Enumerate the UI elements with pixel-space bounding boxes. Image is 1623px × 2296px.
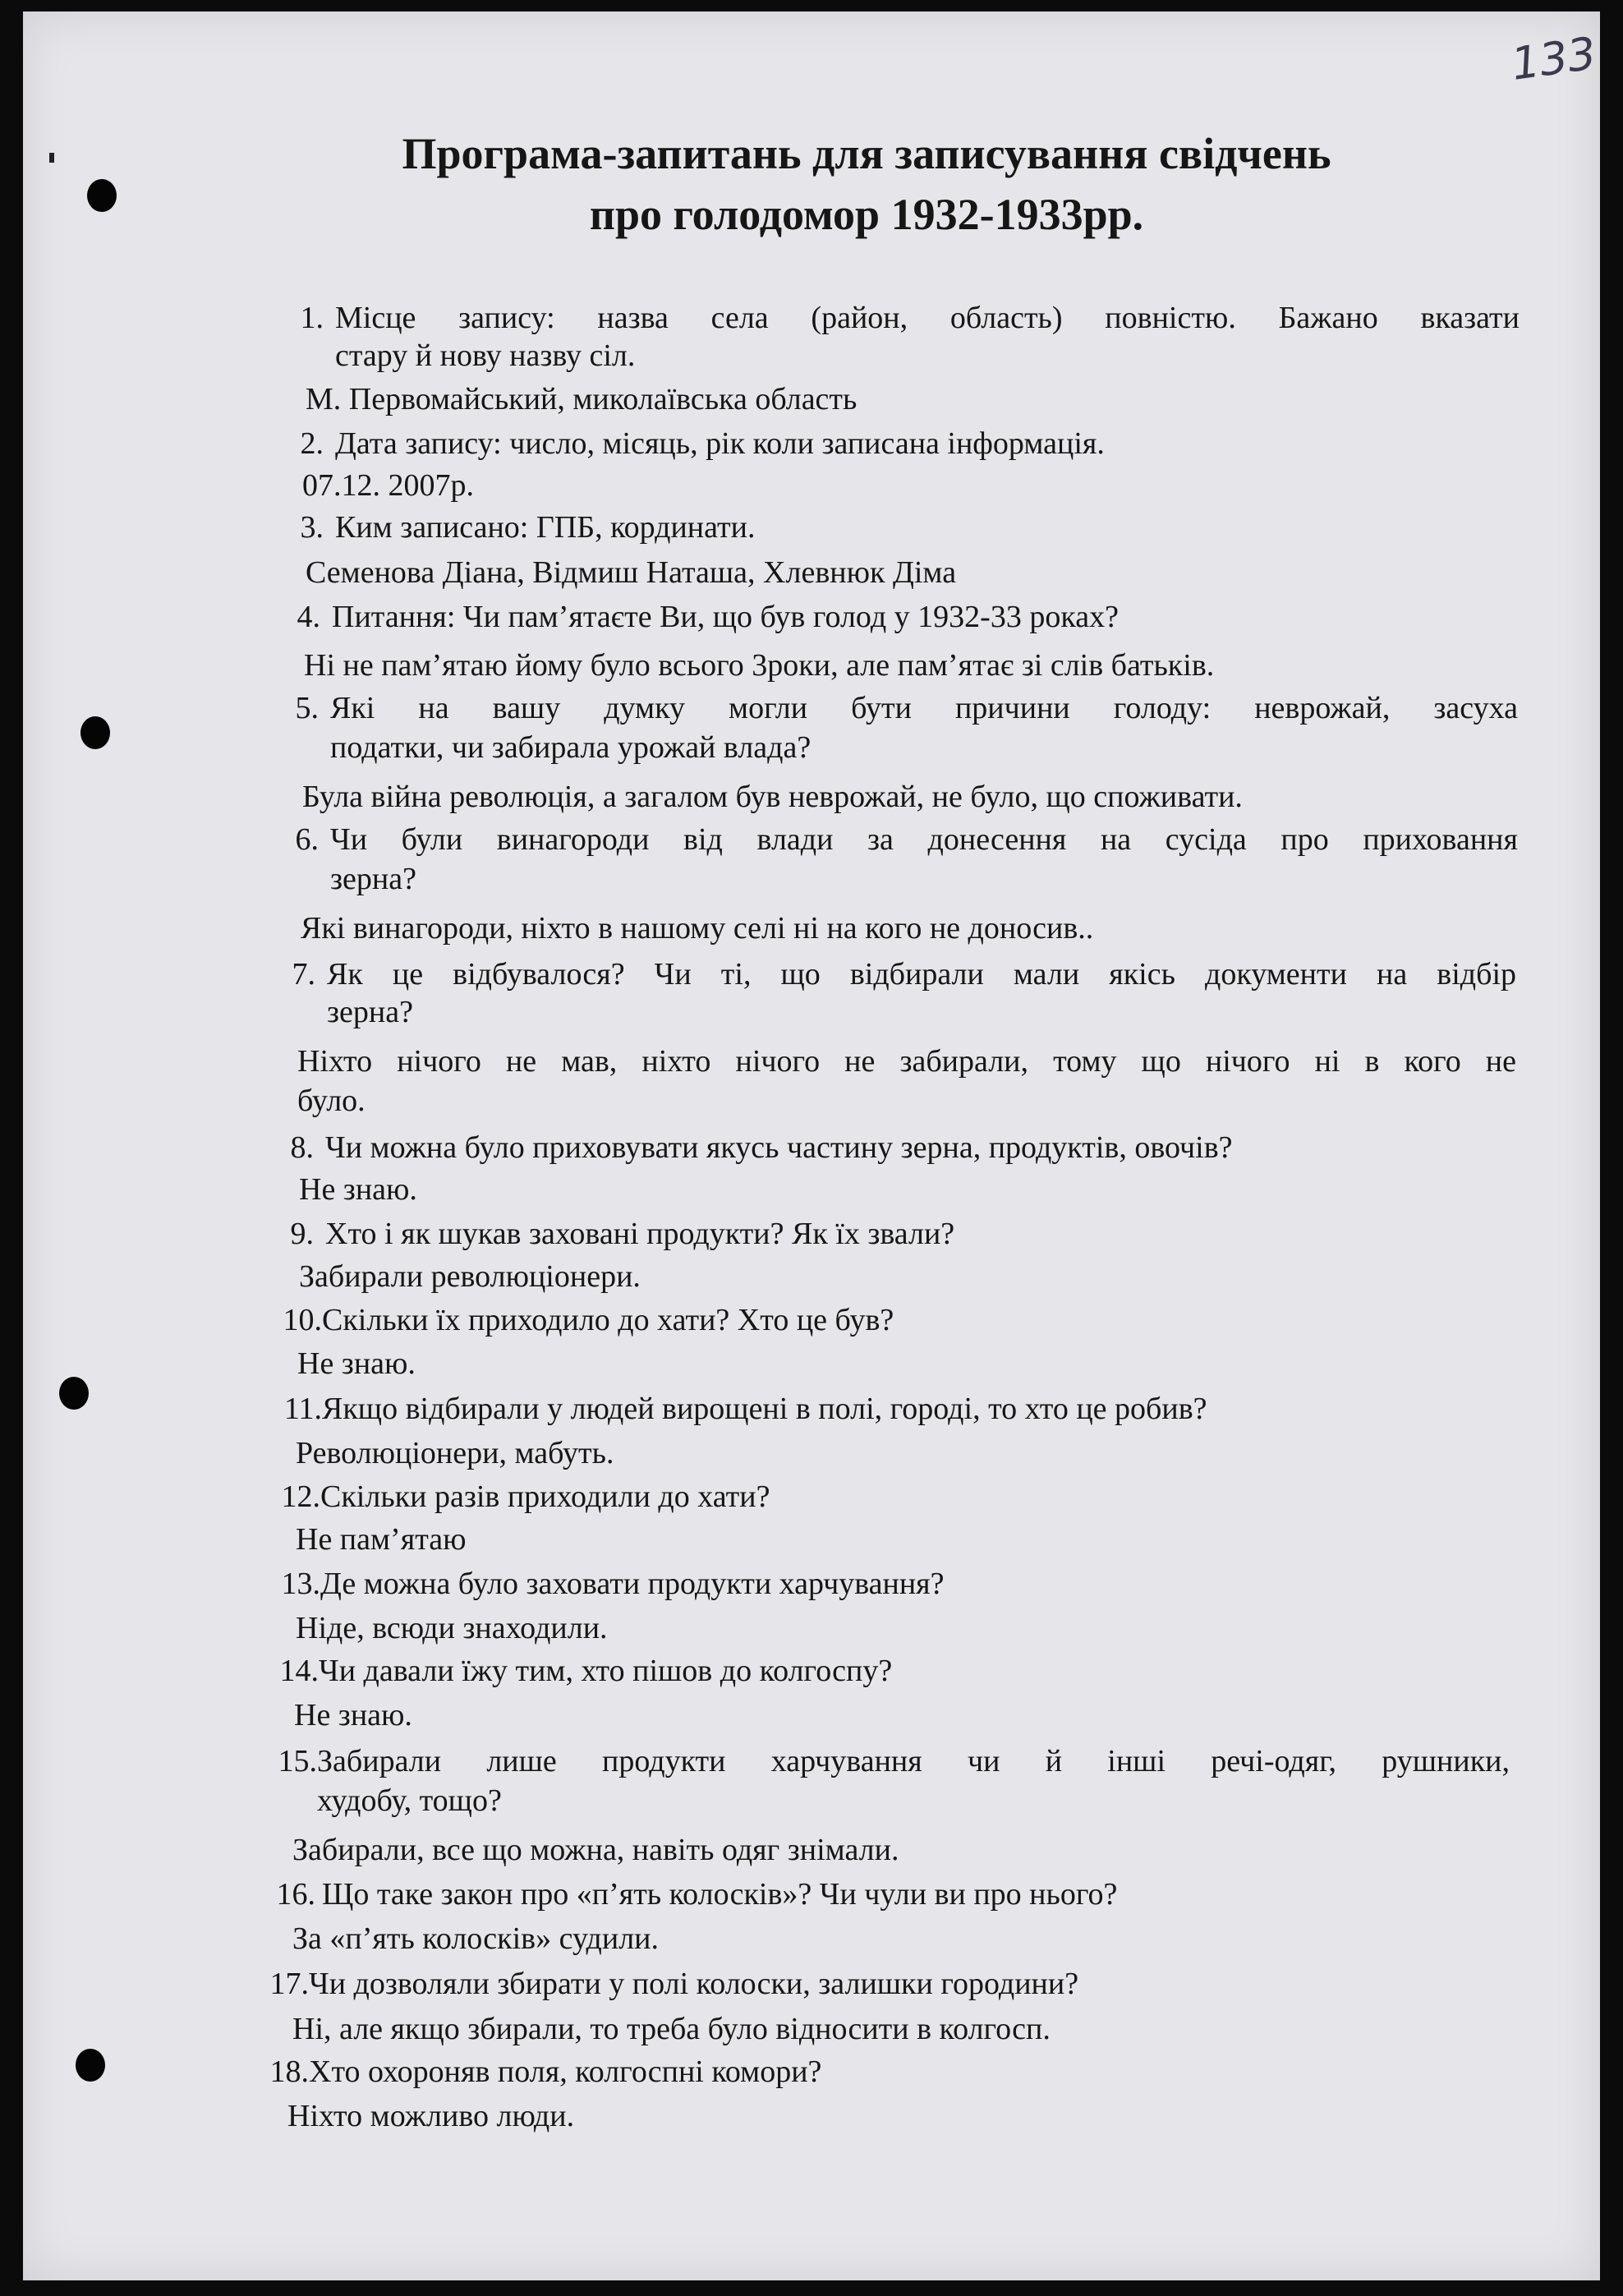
answer-9: Забирали революціонери. [299,1259,641,1294]
question-2-line-1: 2. Дата запису: число, місяць, рік коли записана інформація. [300,426,1105,461]
question-number: 1. [300,301,324,335]
question-number: 15. [278,1744,317,1778]
answer-11: Революціонери, мабуть. [296,1436,614,1470]
answer-7-line-2: було. [297,1084,366,1118]
answer-7-line-1: Ніхто нічого не мав, ніхто нічого не забирали, тому що нічого ні в кого не [297,1044,1516,1079]
question-1-line-1: 1. Місце запису: назва села (район, область) повністю. Бажано вказати [300,301,1520,335]
question-8-line-1: 8. Чи можна було приховувати якусь частину зерна, продуктів, овочів? [290,1130,1233,1165]
question-number: 8. [290,1130,314,1165]
question-13-line-1: 13. Де можна було заховати продукти харчування? [281,1567,945,1601]
question-3-line-1: 3. Ким записано: ГПБ, кординати. [300,510,756,545]
answer-6: Які винагороди, ніхто в нашому селі ні на кого не доносив.. [301,911,1094,946]
question-5-line-1: 5. Які на вашу думку могли бути причини голоду: неврожай, засуха [295,691,1518,725]
question-number: 18. [269,2054,309,2089]
question-number: 14. [279,1654,319,1688]
answer-8: Не знаю. [299,1172,417,1207]
question-17-line-1: 17. Чи дозволяли збирати у полі колоски, залишки городини? [269,1967,1079,2001]
question-number: 13. [281,1567,320,1601]
answer-1: М. Первомайський, миколаївська область [306,382,857,416]
question-number: 7. [292,957,315,992]
question-5-line-2: податки, чи забирала урожай влада? [330,730,812,765]
question-number: 11. [283,1392,322,1426]
page-number: 133 [1508,27,1599,90]
question-number: 2. [300,426,324,461]
answer-15: Забирали, все що можна, навіть одяг знімали. [292,1833,899,1867]
question-number: 17. [269,1967,309,2001]
answer-4: Ні не пам’ятаю йому було всього 3роки, але пам’ятає зі слів батьків. [304,648,1215,683]
question-number: 5. [295,691,319,725]
question-12-line-1: 12. Скільки разів приходили до хати? [281,1479,770,1514]
answer-2: 07.12. 2007р. [302,468,474,503]
question-number: 6. [295,822,319,857]
answer-18: Ніхто можливо люди. [287,2099,575,2133]
answer-14: Не знаю. [294,1698,412,1732]
answer-3: Семенова Діана, Відмиш Наташа, Хлевнюк Діма [306,555,957,590]
answer-12: Не пам’ятаю [296,1522,467,1557]
question-6-line-1: 6. Чи були винагороди від влади за донесення на сусіда про приховання [295,822,1518,857]
question-6-line-2: зерна? [330,862,416,896]
question-15-line-2: худобу, тощо? [317,1783,502,1818]
title-line-1: Програма-запитань для записування свідчень [402,129,1331,178]
question-4-line-1: 4. Питання: Чи пам’ятаєте Ви, що був голод у 1932-33 роках? [297,600,1119,634]
answer-10: Не знаю. [297,1346,416,1381]
question-18-line-1: 18. Хто охороняв поля, колгоспні комори? [269,2054,822,2089]
question-15-line-1: 15. Забирали лише продукти харчування чи й інші речі-одяг, рушники, [278,1744,1510,1778]
question-number: 9. [290,1217,314,1251]
question-number: 3. [300,510,324,545]
question-10-line-1: 10. Скільки їх приходило до хати? Хто це був? [283,1303,894,1337]
question-11-line-1: 11. Якщо відбирали у людей вирощені в полі, городі, то хто це робив? [283,1392,1207,1426]
question-number: 10. [283,1303,322,1337]
answer-5: Була війна революція, а загалом був неврожай, не було, що споживати. [302,780,1243,814]
question-number: 16. [276,1877,315,1912]
question-14-line-1: 14. Чи давали їжу тим, хто пішов до колгоспу? [279,1654,893,1688]
question-7-line-1: 7. Як це відбувалося? Чи ті, що відбирали мали якісь документи на відбір [292,957,1516,992]
answer-17: Ні, але якщо збирали, то треба було відносити в колгосп. [292,2012,1051,2046]
question-9-line-1: 9. Хто і як шукав заховані продукти? Як їх звали? [290,1217,955,1251]
question-number: 12. [281,1479,320,1514]
title-line-2: про голодомор 1932-1933рр. [589,190,1144,239]
question-number: 4. [297,600,320,634]
question-16-line-1: 16. Що таке закон про «п’ять колосків»? Чи чули ви про нього? [276,1877,1118,1912]
question-7-line-2: зерна? [327,995,413,1029]
answer-13: Ніде, всюди знаходили. [296,1611,608,1645]
answer-16: За «п’ять колосків» судили. [292,1921,660,1956]
question-1-line-2: стару й нову назву сіл. [335,338,636,373]
